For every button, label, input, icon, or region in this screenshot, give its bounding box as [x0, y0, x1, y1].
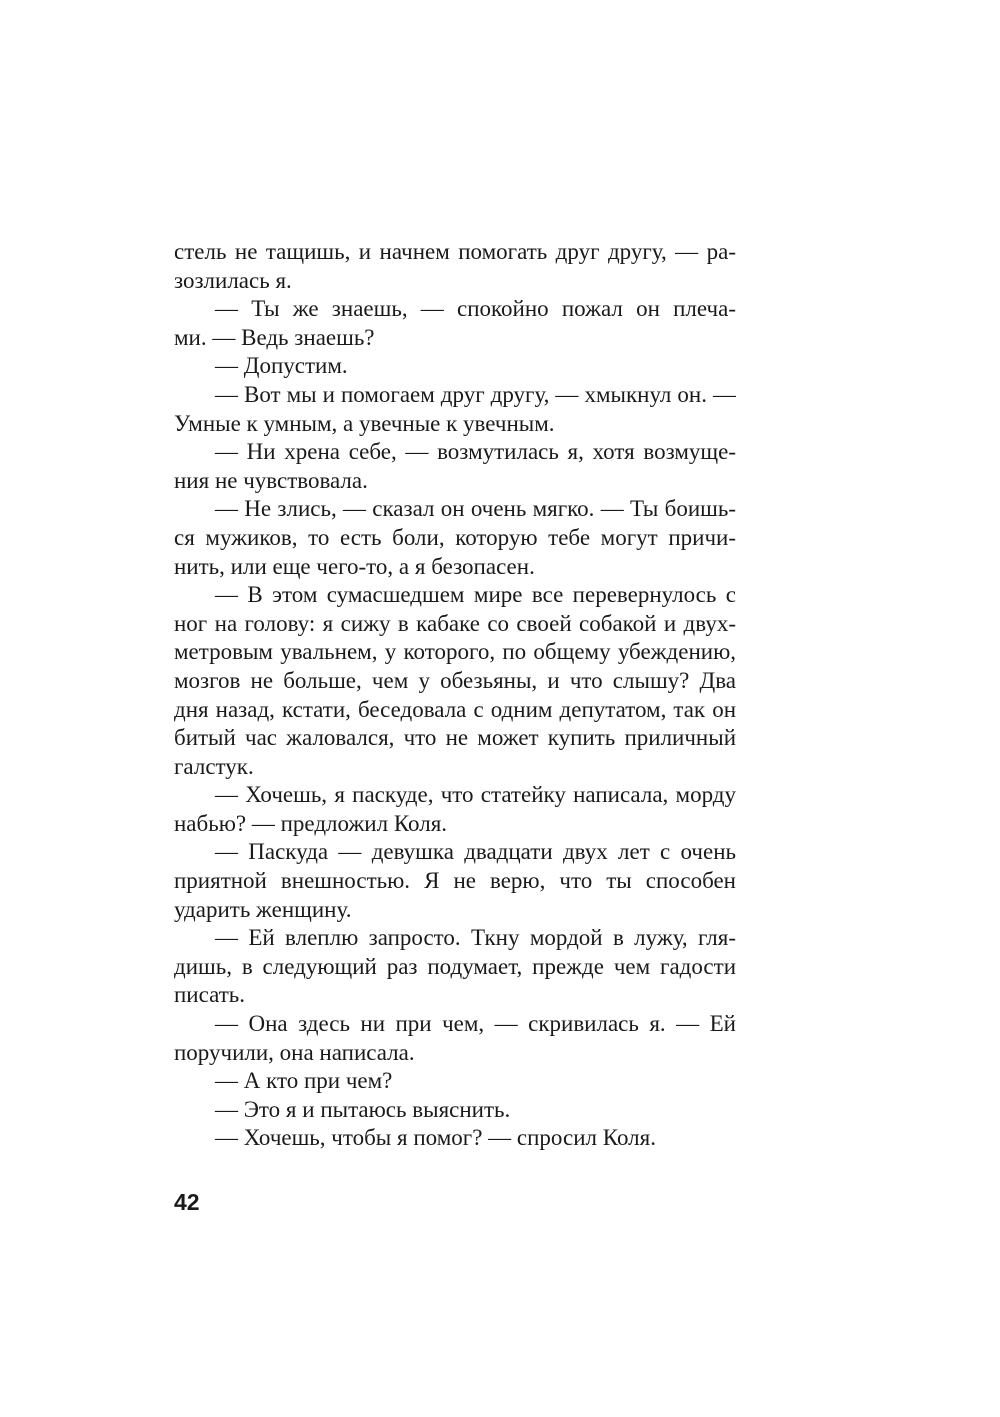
text-line: метровым увальнем, у которого, по общему убеждению,	[174, 639, 736, 665]
text-line: поручили, она написала.	[174, 1039, 415, 1065]
text-line: приятной внешностью. Я не верю, что ты способен	[174, 868, 736, 894]
text-line: — Хочешь, чтобы я помог? — спросил Коля.	[215, 1125, 656, 1151]
body-text	[174, 238, 736, 1153]
text-line: дишь, в следующий раз подумает, прежде чем гадости	[174, 953, 736, 979]
text-line: набью? — предложил Коля.	[174, 810, 448, 836]
text-line: — А кто при чем?	[215, 1068, 393, 1094]
text-line: — Хочешь, я паскуде, что статейку написала, морду	[215, 782, 736, 808]
text-line: ми. — Ведь знаешь?	[174, 324, 375, 350]
text-line: ударить женщину.	[174, 896, 352, 922]
text-line: мозгов не больше, чем у обезьяны, и что слышу? Два	[174, 667, 736, 693]
text-line: ния не чувствовала.	[174, 467, 368, 493]
text-line: писать.	[174, 982, 246, 1008]
text-line: — Ей влеплю запросто. Ткну мордой в лужу, гля-	[215, 925, 736, 951]
text-line: стель не тащишь, и начнем помогать друг другу, — ра-	[174, 239, 736, 264]
page-number: 42	[174, 1189, 200, 1215]
text-line: битый час жаловался, что не может купить приличный	[174, 725, 736, 751]
text-line: ся мужиков, то есть боли, которую тебе могут причи-	[174, 524, 736, 550]
text-line: — Ни хрена себе, — возмутилась я, хотя возмуще-	[215, 439, 736, 465]
text-line: зозлилась я.	[174, 267, 292, 293]
text-line: галстук.	[174, 753, 254, 779]
text-line: Умные к умным, а увечные к увечным.	[174, 410, 555, 436]
text-line: — В этом сумасшедшем мире все перевернулось с	[215, 582, 736, 608]
text-line: ног на голову: я сижу в кабаке со своей собакой и двух-	[174, 610, 736, 636]
text-line: — Паскуда — девушка двадцати двух лет с очень	[215, 839, 736, 865]
text-line: — Она здесь ни при чем, — скривилась я. — Ей	[215, 1011, 736, 1037]
text-line: — Ты же знаешь, — спокойно пожал он плеча-	[215, 296, 736, 322]
text-line: дня назад, кстати, беседовала с одним депутатом, так он	[174, 696, 736, 722]
text-line: нить, или еще чего-то, а я безопасен.	[174, 553, 535, 579]
text-line: — Вот мы и помогаем друг другу, — хмыкнул он. —	[215, 381, 736, 407]
text-line: — Это я и пытаюсь выяснить.	[215, 1096, 511, 1122]
text-line: — Не злись, — сказал он очень мягко. — Ты боишь-	[215, 496, 736, 522]
text-line: — Допустим.	[215, 353, 348, 379]
